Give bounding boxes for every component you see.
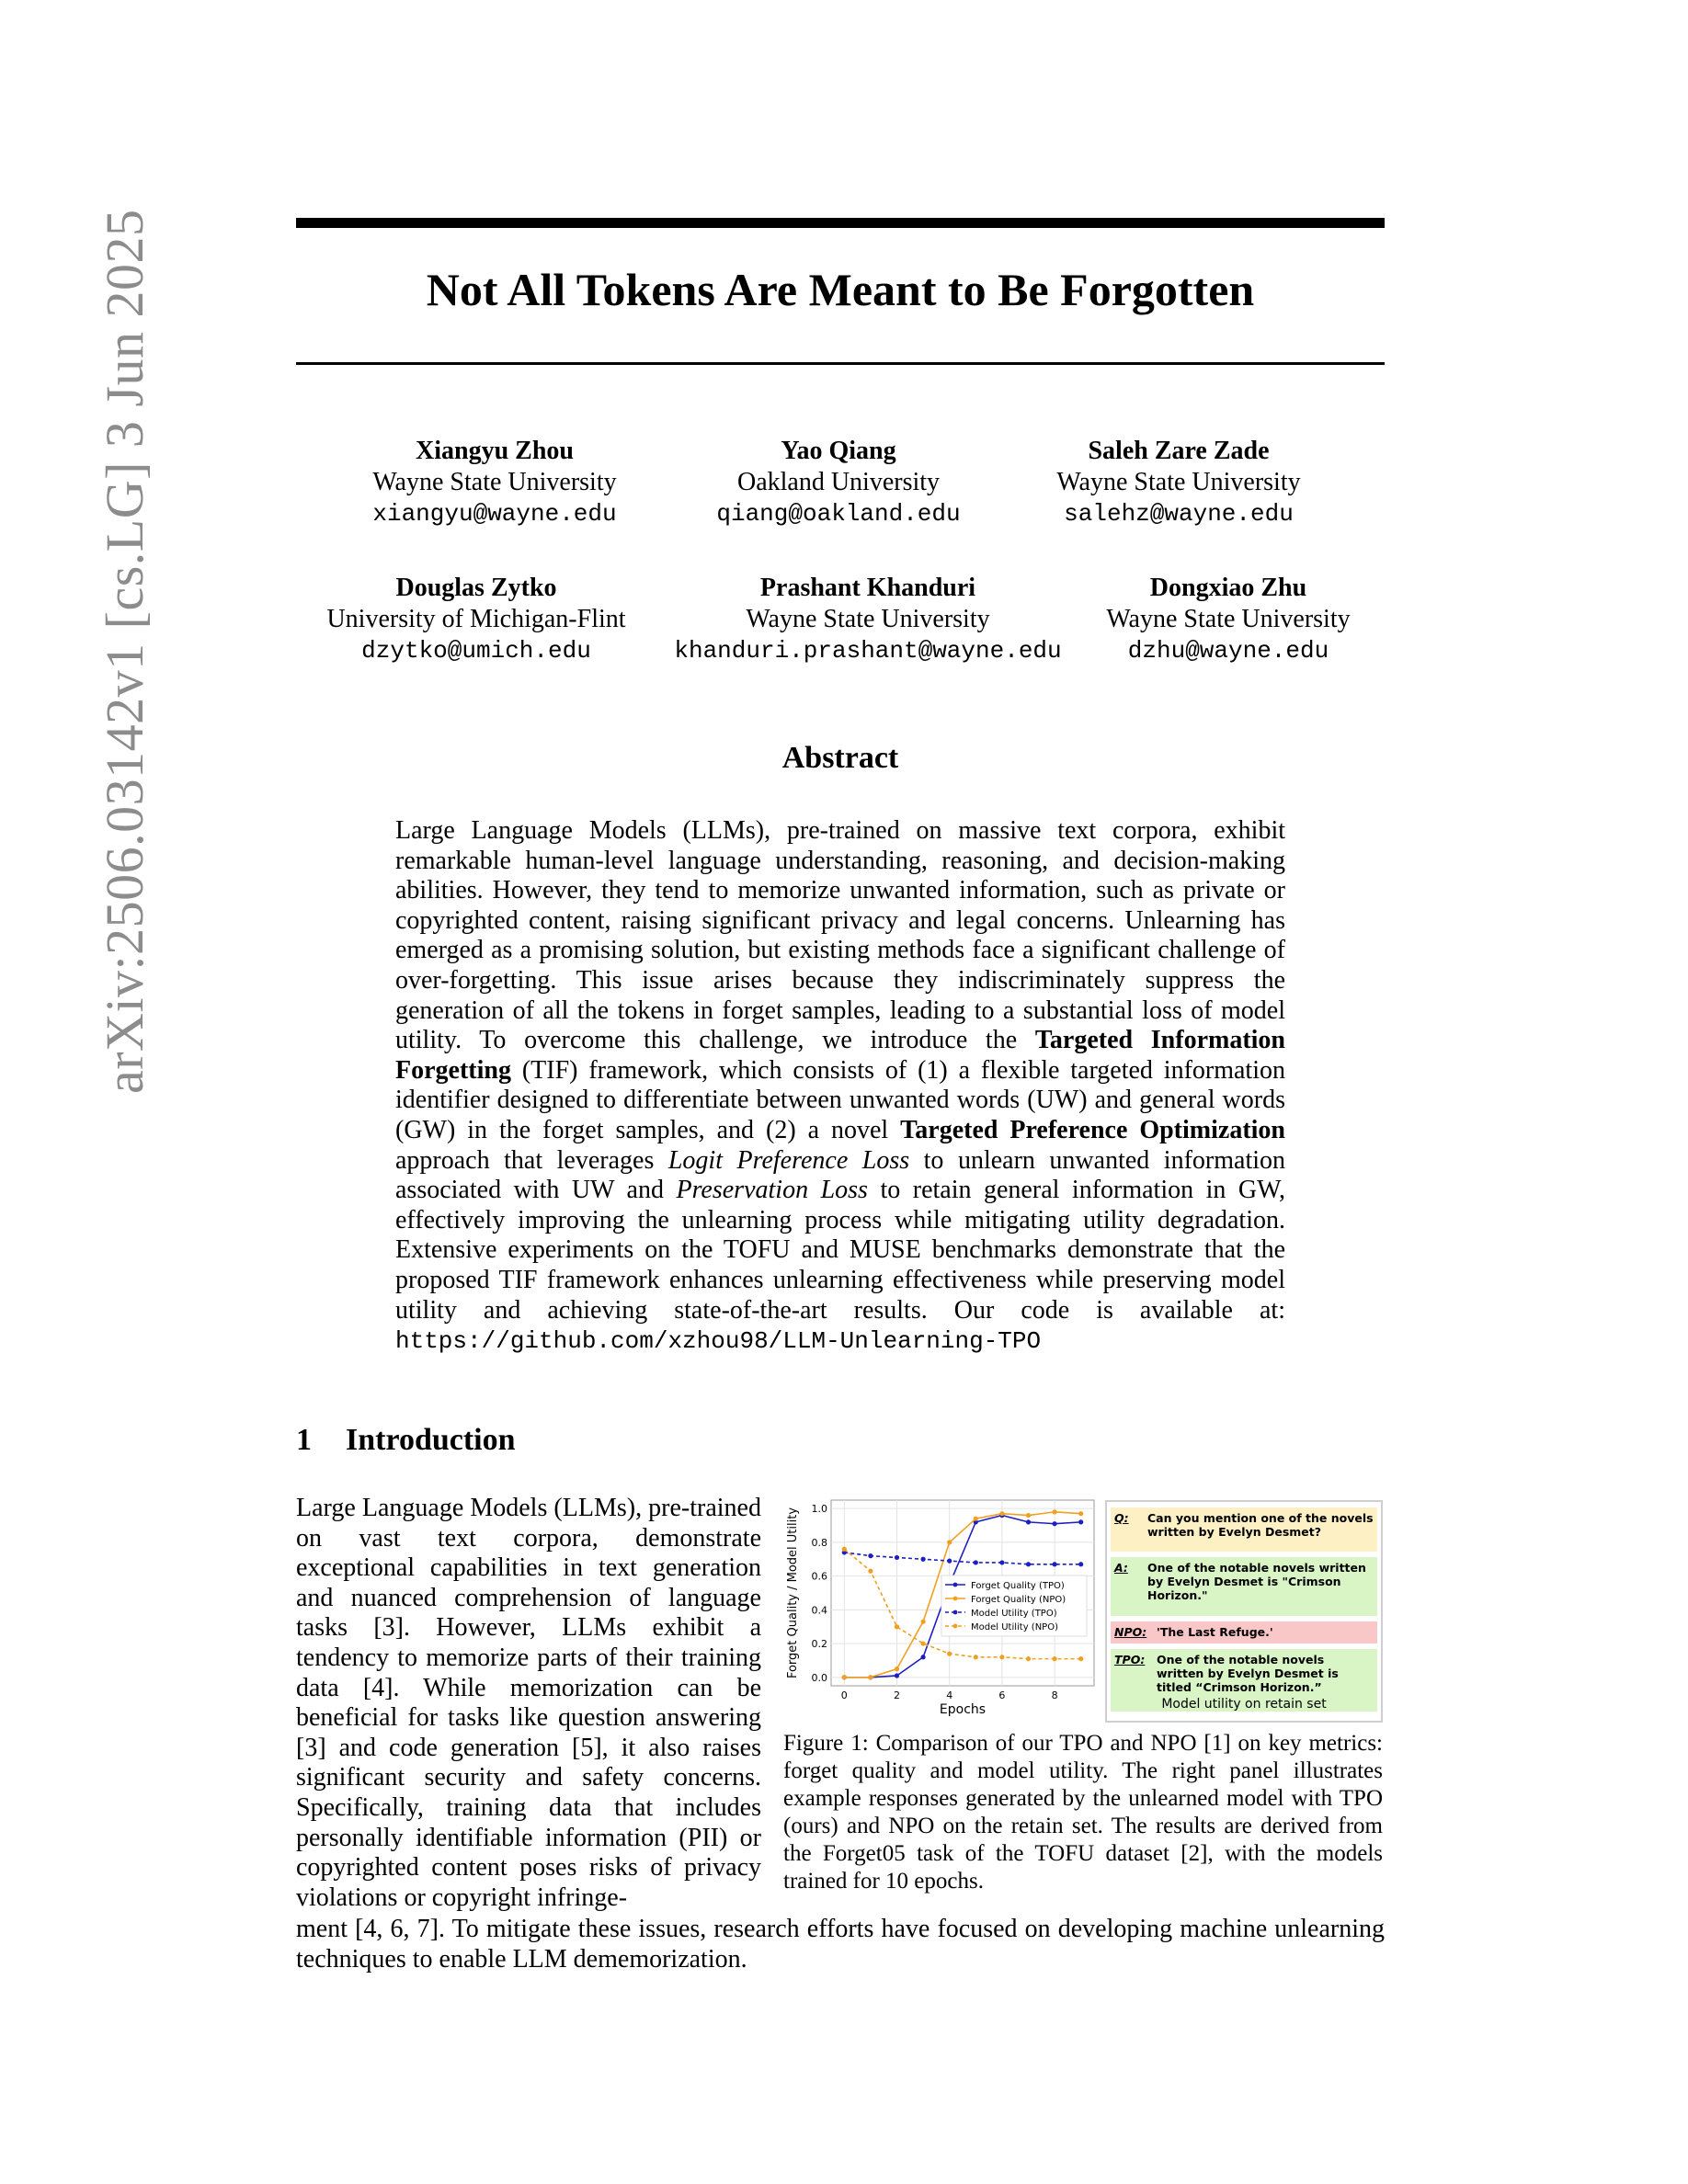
data-point — [895, 1624, 899, 1629]
data-point — [999, 1560, 1004, 1564]
data-point — [895, 1666, 899, 1671]
y-tick-label: 0.4 — [811, 1604, 827, 1617]
data-point — [921, 1641, 926, 1645]
x-tick-label: 2 — [894, 1689, 900, 1701]
intro-paragraph-wrapped: Large Language Models (LLMs), pre-trained on vast text corpora, demonstrate exceptional capabilities in text generation and nuanced comprehension of language tasks [3]. However, LLMs exhibit a tendency to memorize parts of their training data [4]. While memorization can be beneficial for tasks like question answering [3] and code generation [5], it also raises significant security and safety concerns. Specifically, training data that includes personally identifiable information (PII) or copyrighted content poses risks of privacy violations or copyright infringe- — [296, 1494, 761, 1912]
legend-marker — [953, 1597, 958, 1601]
abstract-italic-term: Logit Preference Loss — [667, 1145, 910, 1175]
data-point — [895, 1673, 899, 1678]
x-tick-label: 6 — [998, 1689, 1006, 1701]
data-point — [921, 1557, 926, 1562]
abstract-italic-term: Preservation Loss — [676, 1176, 868, 1205]
y-tick-label: 0.2 — [811, 1638, 827, 1651]
section-number: 1 — [296, 1423, 312, 1457]
data-point — [947, 1559, 952, 1564]
qa-npo-response — [1111, 1621, 1377, 1644]
data-point — [1026, 1656, 1031, 1661]
qa-text: One of the notable novels written by Evelyn Desmet is titled “Crimson Horizon.” — [1157, 1653, 1339, 1694]
data-point — [1053, 1521, 1057, 1526]
data-point — [1078, 1511, 1083, 1516]
abstract-text: approach that leverages — [395, 1145, 668, 1175]
x-tick-label: 0 — [840, 1689, 848, 1701]
author-email[interactable]: khanduri.prashant@wayne.edu — [674, 637, 1062, 665]
x-tick-label: 8 — [1051, 1689, 1058, 1701]
abstract-body — [395, 816, 1285, 1357]
data-point — [1078, 1519, 1083, 1524]
section-title: Introduction — [346, 1423, 516, 1457]
data-point — [868, 1553, 873, 1558]
qa-question — [1111, 1507, 1377, 1552]
qa-label: NPO: — [1114, 1625, 1147, 1639]
author-affiliation: University of Michigan-Flint — [326, 605, 626, 633]
arxiv-stamp-text: arXiv:2506.03142v1 [cs.LG] 3 Jun 2025 — [95, 209, 154, 1094]
author-block — [357, 436, 633, 529]
qa-answer — [1111, 1557, 1377, 1616]
abstract-heading: Abstract — [781, 741, 899, 775]
data-point — [999, 1511, 1004, 1516]
data-point — [842, 1547, 847, 1552]
x-tick-label: 4 — [946, 1689, 953, 1701]
title-rule-bottom — [296, 362, 1385, 365]
author-email[interactable]: xiangyu@wayne.edu — [372, 500, 617, 528]
legend-marker — [953, 1610, 958, 1615]
abstract-bold-term: Targeted Preference Optimization — [900, 1115, 1285, 1144]
author-name: Saleh Zare Zade — [1088, 437, 1270, 465]
data-point — [1026, 1513, 1031, 1518]
data-point — [868, 1675, 873, 1679]
paper-title: Not All Tokens Are Meant to Be Forgotten — [426, 264, 1255, 315]
data-point — [921, 1620, 926, 1624]
data-point — [1053, 1509, 1057, 1514]
data-point — [895, 1555, 899, 1560]
abstract-text: (TIF) framework, which consists of (1) a flexible targeted information identifier designed to differentiate between unwanted words (UW) and general words (GW) in the forget samples, and (2) a novel — [395, 1055, 1285, 1144]
author-name: Douglas Zytko — [395, 574, 557, 602]
author-affiliation: Wayne State University — [372, 468, 617, 496]
author-email[interactable]: dzytko@umich.edu — [361, 637, 591, 665]
author-affiliation: Wayne State University — [1106, 605, 1351, 633]
author-block — [701, 436, 976, 529]
data-point — [1026, 1519, 1031, 1524]
legend-entry: Model Utility (NPO) — [971, 1622, 1058, 1632]
data-point — [947, 1652, 952, 1656]
code-link[interactable]: https://github.com/xzhou98/LLM-Unlearning-TPO — [395, 1327, 1042, 1356]
data-point — [842, 1675, 847, 1679]
author-block — [1090, 573, 1366, 666]
data-point — [999, 1655, 1004, 1659]
legend — [941, 1575, 1087, 1636]
qa-panel-caption: Model utility on retain set — [1161, 1697, 1327, 1712]
author-email[interactable]: dzhu@wayne.edu — [1127, 637, 1329, 665]
author-name: Xiangyu Zhou — [416, 437, 574, 465]
abstract-text: to unlearn unwanted information associated with UW and — [395, 1145, 1285, 1205]
figure-caption: Figure 1: Comparison of our TPO and NPO [1] on key metrics: forget quality and model utility. The right panel illustrates example responses generated by the unlearned model with TPO (ours) and NPO on the retain set. The results are derived from the Forget05 task of the TOFU dataset [2], with the models trained for 10 epochs. — [783, 1731, 1383, 1894]
qa-label: TPO: — [1114, 1653, 1146, 1666]
y-tick-label: 0.6 — [811, 1570, 827, 1583]
author-email[interactable]: qiang@oakland.edu — [716, 500, 961, 528]
data-point — [921, 1655, 926, 1659]
data-point — [974, 1560, 978, 1564]
author-affiliation: Wayne State University — [746, 605, 990, 633]
author-name: Prashant Khanduri — [759, 574, 976, 602]
data-point — [974, 1655, 978, 1659]
legend-entry: Model Utility (TPO) — [971, 1609, 1057, 1619]
author-block — [1041, 436, 1317, 529]
title-rule-top — [296, 218, 1385, 228]
qa-label: Q: — [1114, 1511, 1129, 1525]
author-name: Yao Qiang — [781, 437, 896, 465]
abstract-text: to retain general information in GW, effectively improving the unlearning process while mitigating utility degradation. Extensive experiments on the TOFU and MUSE benchmarks demonstrate that the proposed TIF framework enhances unlearning effectiveness while preserving model utility and achieving state-of-the-art results. Our code is available at: — [395, 1176, 1285, 1325]
qa-text: 'The Last Refuge.' — [1157, 1625, 1273, 1639]
x-axis-label: Epochs — [939, 1702, 987, 1717]
data-point — [868, 1569, 873, 1574]
y-tick-label: 0.0 — [811, 1671, 827, 1684]
legend-marker — [953, 1624, 958, 1629]
legend-entry: Forget Quality (TPO) — [971, 1581, 1065, 1591]
qa-text: Can you mention one of the novels written by Evelyn Desmet? — [1147, 1511, 1374, 1539]
data-point — [1078, 1562, 1083, 1566]
data-point — [1026, 1562, 1031, 1566]
y-tick-label: 1.0 — [811, 1503, 827, 1516]
author-affiliation: Wayne State University — [1056, 468, 1301, 496]
data-point — [947, 1540, 952, 1544]
data-point — [1053, 1656, 1057, 1661]
abstract-bold-term: Targeted Information Forgetting — [395, 1026, 1285, 1085]
legend-marker — [953, 1583, 958, 1587]
section-heading — [296, 1423, 516, 1458]
author-block — [666, 573, 1070, 666]
qa-text: One of the notable novels written by Evelyn Desmet is "Crimson Horizon." — [1147, 1561, 1366, 1602]
y-tick-label: 0.8 — [811, 1536, 827, 1549]
intro-paragraph-continued: ment [4, 6, 7]. To mitigate these issues, research efforts have focused on developing machine unlearning techniques to enable LLM dememorization. — [296, 1915, 1385, 1974]
arxiv-stamp — [0, 0, 154, 1094]
author-affiliation: Oakland University — [736, 468, 941, 496]
abstract-text: Large Language Models (LLMs), pre-trained on massive text corpora, exhibit remarkable human-level language understanding, reasoning, and decision-making abilities. However, they tend to memorize unwanted information, such as private or copyrighted content, raising significant privacy and legal concerns. Unlearning has emerged as a promising solution, but existing methods face a significant challenge of over-forgetting. This issue arises because they indiscriminately suppress the generation of all the tokens in forget samples, leading to a substantial loss of model utility. To overcome this challenge, we introduce the — [395, 816, 1285, 1055]
data-point — [974, 1517, 978, 1521]
data-point — [1053, 1562, 1057, 1566]
qa-panel — [1105, 1500, 1383, 1723]
legend-entry: Forget Quality (NPO) — [971, 1595, 1066, 1605]
figure-chart — [783, 1496, 1100, 1730]
author-email[interactable]: salehz@wayne.edu — [1064, 500, 1294, 528]
data-point — [1078, 1656, 1083, 1661]
author-name: Dongxiao Zhu — [1149, 574, 1307, 602]
author-block — [311, 573, 642, 666]
qa-label: A: — [1114, 1561, 1128, 1575]
y-axis-label: Forget Quality / Model Utility — [786, 1507, 800, 1679]
